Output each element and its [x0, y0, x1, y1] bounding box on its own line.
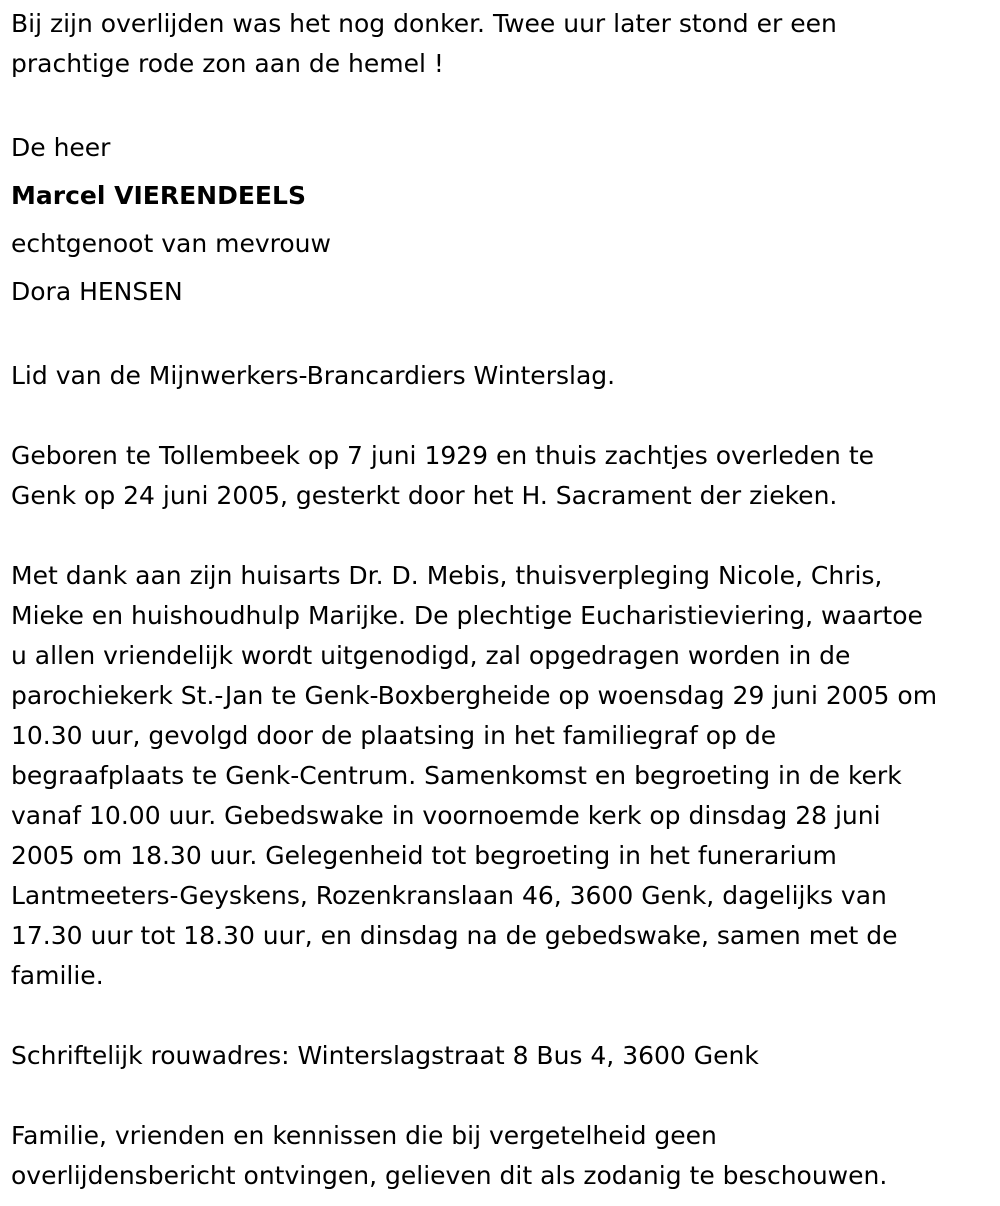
membership-line: Lid van de Mijnwerkers-Brancardiers Winterslag.	[11, 361, 616, 390]
spacer	[11, 996, 996, 1036]
mourning-address: Schriftelijk rouwadres: Winterslagstraat 8 Bus 4, 3600 Genk	[11, 1041, 759, 1070]
deceased-block	[11, 124, 996, 316]
ceremony-line: begraafplaats te Genk-Centrum. Samenkomst en begroeting in de kerk	[11, 761, 902, 790]
ceremony-line: 10.30 uur, gevolgd door de plaatsing in het familiegraf op de	[11, 721, 777, 750]
ceremony-paragraph	[11, 556, 996, 996]
spacer	[11, 84, 996, 124]
birth-death-line-2: Genk op 24 juni 2005, gesterkt door het H. Sacrament der zieken.	[11, 481, 838, 510]
birth-death-paragraph	[11, 436, 996, 516]
ceremony-line: Mieke en huishoudhulp Marijke. De plechtige Eucharistieviering, waartoe	[11, 601, 923, 630]
ceremony-line: u allen vriendelijk wordt uitgenodigd, zal opgedragen worden in de	[11, 641, 851, 670]
spacer	[11, 1076, 996, 1116]
closing-line-2: overlijdensbericht ontvingen, gelieven dit als zodanig te beschouwen.	[11, 1161, 888, 1190]
closing-paragraph	[11, 1116, 996, 1196]
ceremony-line: Met dank aan zijn huisarts Dr. D. Mebis, thuisverpleging Nicole, Chris,	[11, 561, 883, 590]
opening-line-2: prachtige rode zon aan de hemel !	[11, 49, 444, 78]
ceremony-line: 17.30 uur tot 18.30 uur, en dinsdag na de gebedswake, samen met de	[11, 921, 898, 950]
ceremony-line: vanaf 10.00 uur. Gebedswake in voornoemde kerk op dinsdag 28 juni	[11, 801, 881, 830]
opening-line-1: Bij zijn overlijden was het nog donker. Twee uur later stond er een	[11, 9, 837, 38]
spacer	[11, 396, 996, 436]
ceremony-line: Lantmeeters-Geyskens, Rozenkranslaan 46, 3600 Genk, dagelijks van	[11, 881, 887, 910]
ceremony-line: 2005 om 18.30 uur. Gelegenheid tot begroeting in het funerarium	[11, 841, 837, 870]
deceased-name: Marcel VIERENDEELS	[11, 181, 306, 210]
closing-line-1: Familie, vrienden en kennissen die bij vergetelheid geen	[11, 1121, 717, 1150]
spacer	[11, 316, 996, 356]
birth-death-line-1: Geboren te Tollembeek op 7 juni 1929 en thuis zachtjes overleden te	[11, 441, 875, 470]
ceremony-line: familie.	[11, 961, 104, 990]
spacer	[11, 516, 996, 556]
opening-paragraph	[11, 4, 996, 84]
spouse-name: Dora HENSEN	[11, 277, 183, 306]
obituary-document	[11, 4, 996, 1196]
salutation: De heer	[11, 133, 111, 162]
relation-line: echtgenoot van mevrouw	[11, 229, 331, 258]
ceremony-line: parochiekerk St.-Jan te Genk-Boxbergheide op woensdag 29 juni 2005 om	[11, 681, 938, 710]
